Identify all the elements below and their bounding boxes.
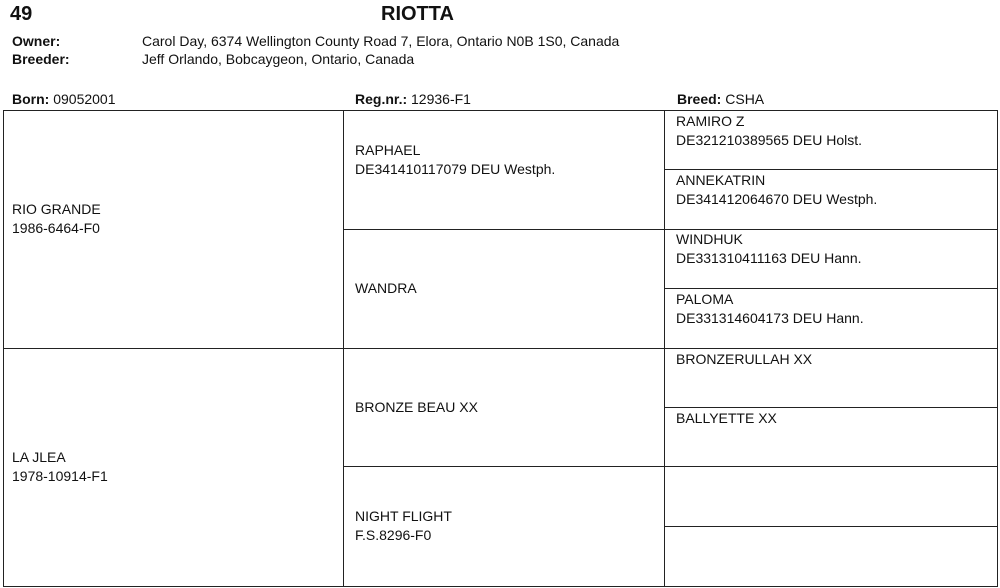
ds-dam-cell <box>676 409 777 428</box>
row-divider <box>3 348 998 349</box>
sire-sire-reg: DE341410117079 DEU Westph. <box>355 161 556 177</box>
ds-dam-name: BALLYETTE XX <box>676 410 777 426</box>
row-divider <box>664 288 998 289</box>
sire-cell <box>12 200 101 238</box>
dam-dam-cell <box>355 507 452 545</box>
dam-reg: 1978-10914-F1 <box>12 468 108 484</box>
sire-sire-name: RAPHAEL <box>355 142 421 158</box>
ss-sire-cell <box>676 112 862 150</box>
dam-sire-cell <box>355 398 478 417</box>
sire-dam-cell <box>355 279 417 298</box>
sire-dam-name: WANDRA <box>355 280 417 296</box>
born-field <box>12 91 116 107</box>
dam-dam-reg: F.S.8296-F0 <box>355 527 432 543</box>
breeder-value: Jeff Orlando, Bobcaygeon, Ontario, Canada <box>142 51 415 67</box>
born-value: 09052001 <box>53 91 116 107</box>
sd-dam-reg: DE331314604173 DEU Hann. <box>676 310 864 326</box>
ss-dam-cell <box>676 171 877 209</box>
reg-field <box>355 91 471 107</box>
ss-dam-name: ANNEKATRIN <box>676 172 766 188</box>
sd-dam-name: PALOMA <box>676 291 734 307</box>
row-divider <box>664 407 998 408</box>
owner-value: Carol Day, 6374 Wellington County Road 7, Elora, Ontario N0B 1S0, Canada <box>142 33 620 49</box>
dam-name: LA JLEA <box>12 449 66 465</box>
reg-value: 12936-F1 <box>411 91 471 107</box>
dam-cell <box>12 448 108 486</box>
sd-sire-name: WINDHUK <box>676 231 743 247</box>
breed-field <box>677 91 764 107</box>
horse-name: RIOTTA <box>381 3 454 25</box>
row-divider <box>664 526 998 527</box>
reg-label: Reg.nr.: <box>355 91 408 107</box>
ss-dam-reg: DE341412064670 DEU Westph. <box>676 191 878 207</box>
sd-sire-cell <box>676 230 862 268</box>
row-divider <box>343 466 998 467</box>
breed-label: Breed: <box>677 91 722 107</box>
born-label: Born: <box>12 91 50 107</box>
owner-label: Owner: <box>12 33 61 49</box>
row-divider <box>664 169 998 170</box>
sire-name: RIO GRANDE <box>12 201 101 217</box>
ds-sire-cell <box>676 350 812 369</box>
ds-sire-name: BRONZERULLAH XX <box>676 351 813 367</box>
breeder-label: Breeder: <box>12 51 70 67</box>
entry-number: 49 <box>10 3 33 25</box>
row-divider <box>343 229 998 230</box>
ss-sire-reg: DE321210389565 DEU Holst. <box>676 132 863 148</box>
ss-sire-name: RAMIRO Z <box>676 113 745 129</box>
sd-dam-cell <box>676 290 864 328</box>
dam-dam-name: NIGHT FLIGHT <box>355 508 452 524</box>
breed-value: CSHA <box>725 91 765 107</box>
sire-reg: 1986-6464-F0 <box>12 220 100 236</box>
sire-sire-cell <box>355 141 555 179</box>
dam-sire-name: BRONZE BEAU XX <box>355 399 478 415</box>
sd-sire-reg: DE331310411163 DEU Hann. <box>676 250 862 266</box>
